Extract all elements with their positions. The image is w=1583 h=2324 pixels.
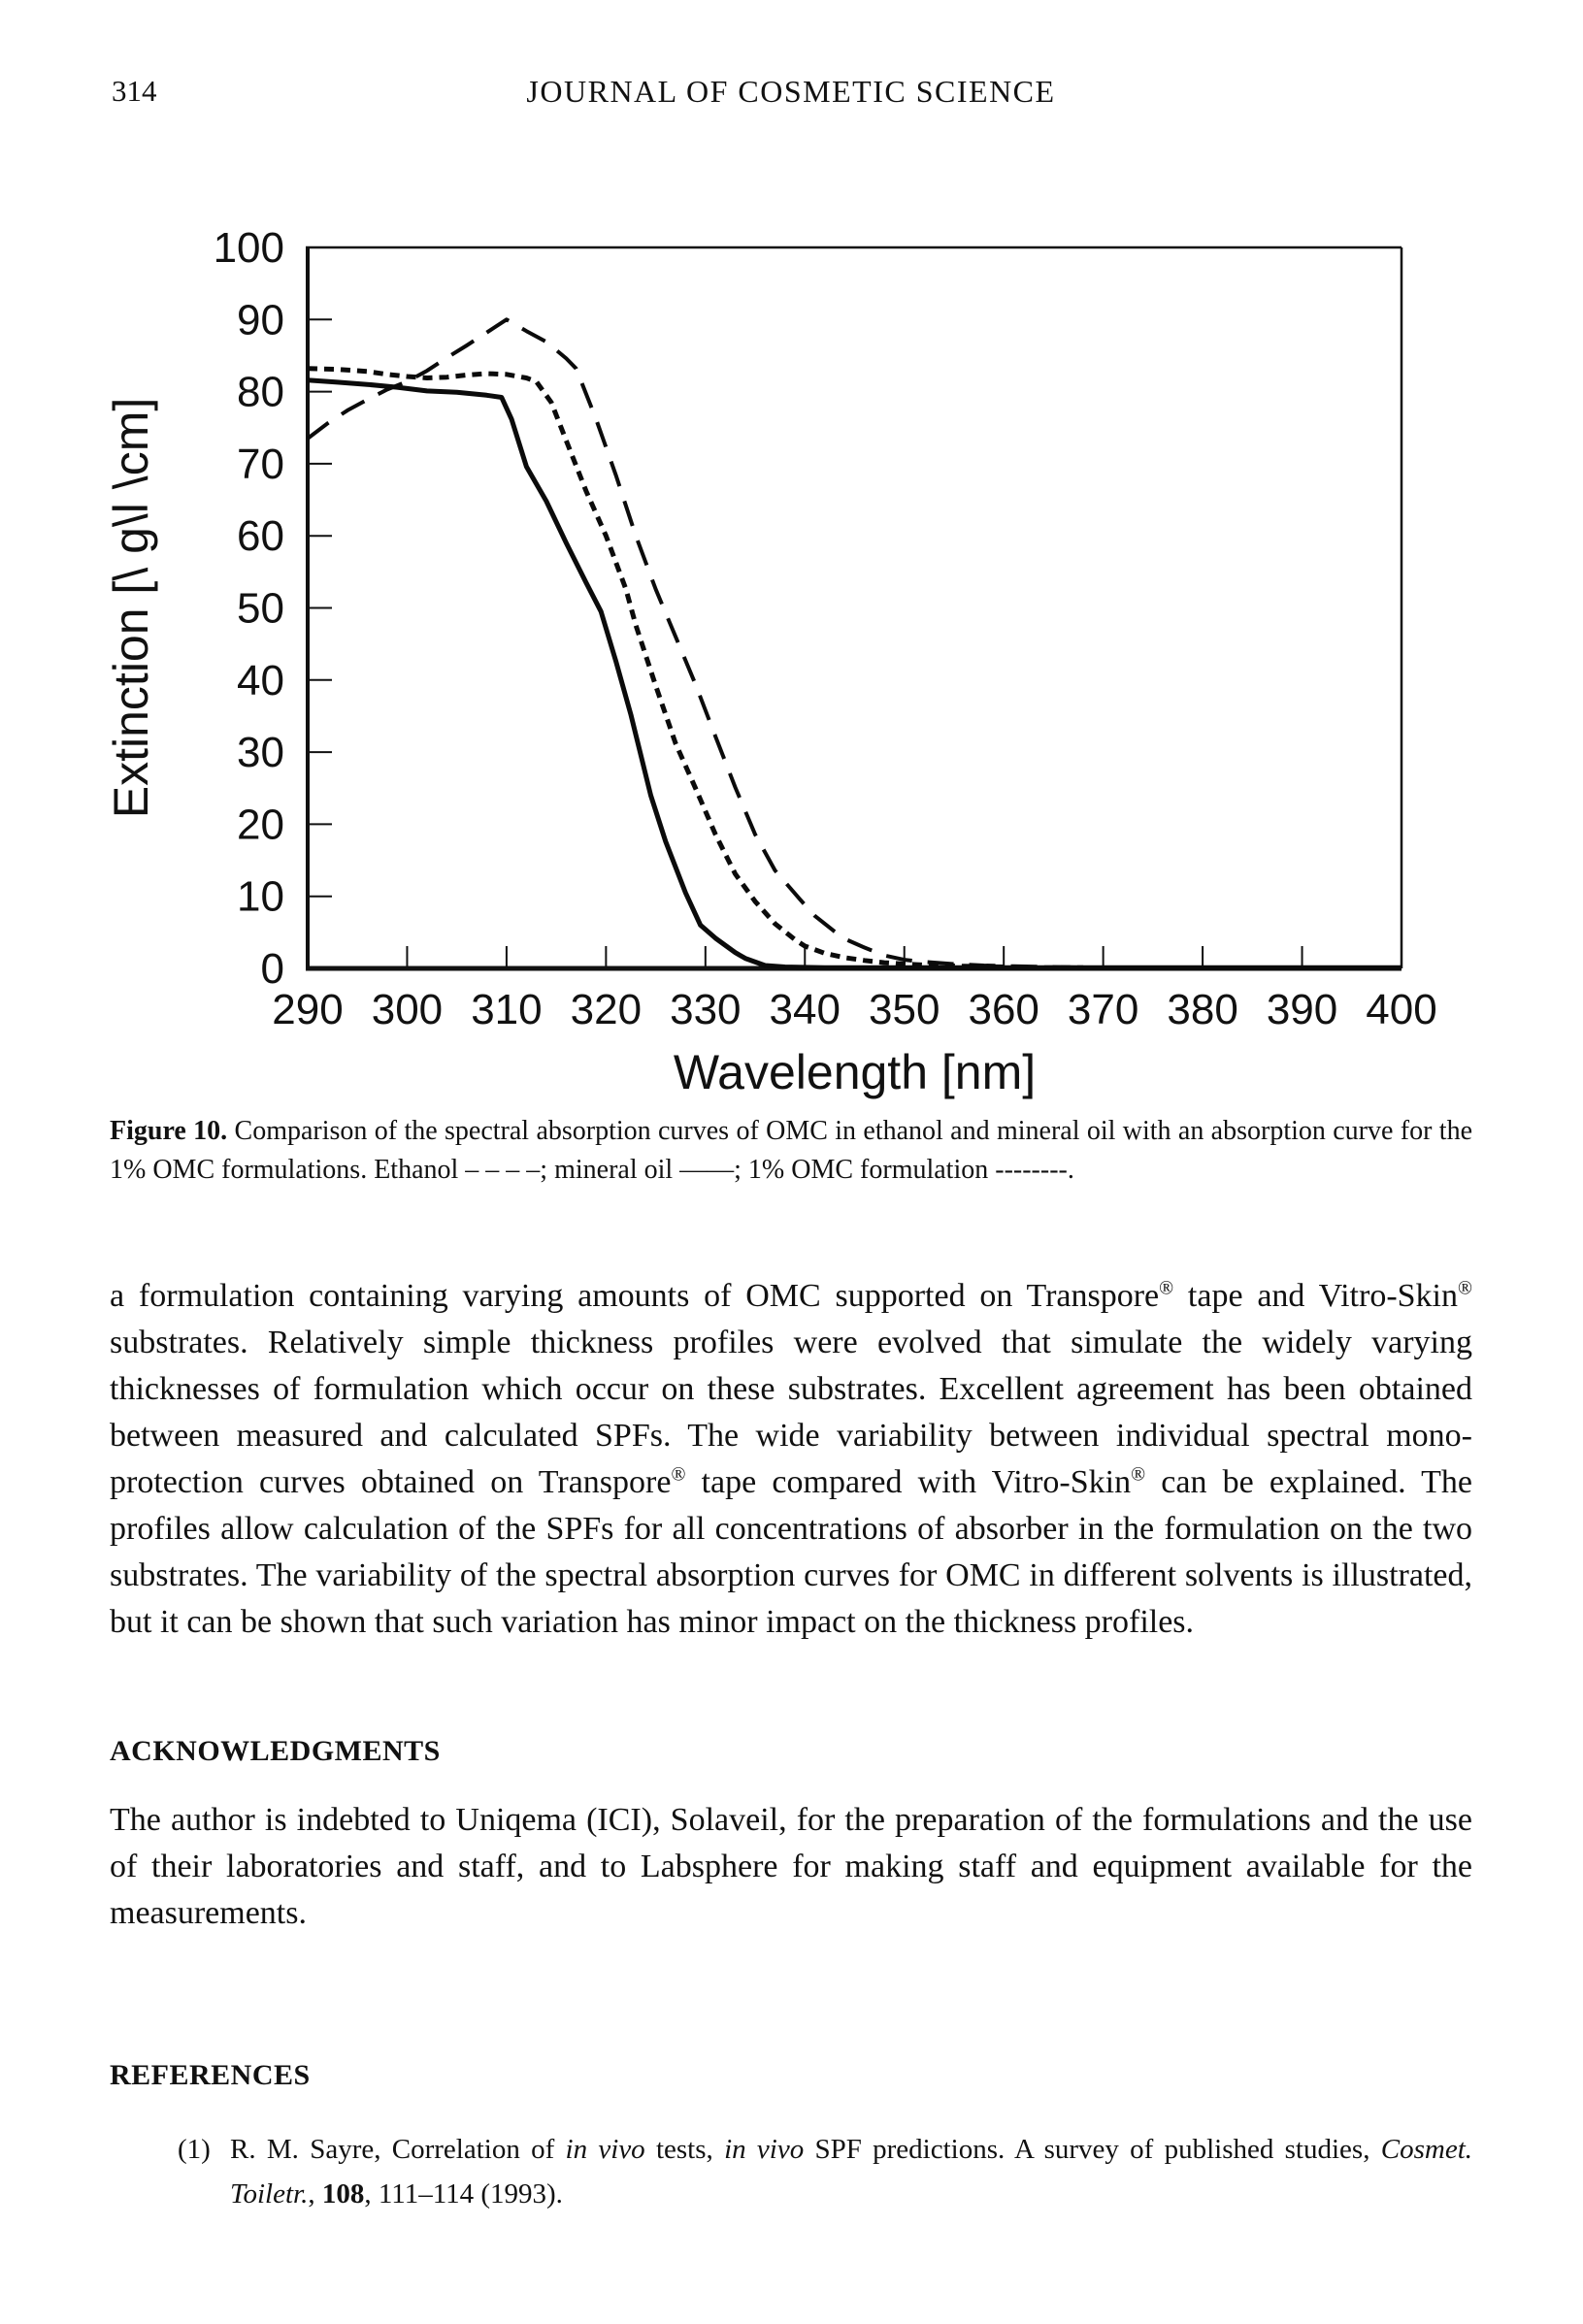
x-tick-label: 320 (570, 986, 643, 1033)
y-axis-title: Extinction [\ g\l \cm] (104, 397, 158, 819)
x-tick-label: 310 (471, 986, 543, 1033)
y-tick-label: 80 (237, 368, 284, 416)
figure-caption-label: Figure 10. (110, 1116, 228, 1146)
y-tick-label: 50 (237, 584, 284, 633)
x-tick-label: 290 (272, 986, 344, 1033)
figure-caption-text: Comparison of the spectral absorption curves of OMC in ethanol and mineral oil with an absorption curve for the 1% OMC formulations. Ethanol – – – –; mineral oil ——; 1% OMC formulation --------. (110, 1116, 1472, 1185)
y-tick-label: 100 (213, 224, 284, 272)
reference-number: (1) (178, 2134, 211, 2165)
x-tick-label: 380 (1167, 986, 1238, 1033)
body-paragraph: a formulation containing varying amounts of OMC supported on Transpore® tape and Vitro-Skin® substrates. Relatively simple thickness profiles were evolved that simulate the widely varying thicknesses of formulation which occur on these substrates. Excellent agreement has been obtained between measured and calculated SPFs. The wide variability between individual spectral mono-protection curves obtained on Transpore® tape compared with Vitro-Skin® can be explained. The profiles allow calculation of the SPFs for all concentrations of absorber in the formulation on the two substrates. The variability of the spectral absorption curves for OMC in different solvents is illustrated, but it can be shown that such variation has minor impact on the thickness profiles. (110, 1277, 1473, 1640)
x-axis-title: Wavelength [nm] (673, 1045, 1037, 1099)
acknowledgments-paragraph: The author is indebted to Uniqema (ICI), Solaveil, for the preparation of the formulations and the use of their laboratories and staff, and to Labsphere for making staff and equipment available for the measurements. (110, 1802, 1472, 1931)
x-tick-label: 390 (1266, 986, 1338, 1033)
x-tick-label: 350 (869, 986, 940, 1033)
reference-text: R. M. Sayre, Correlation of in vivo tests, in vivo SPF predictions. A survey of published studies, Cosmet. Toiletr., 108, 111–114 (1993). (230, 2134, 1472, 2209)
x-tick-label: 360 (968, 986, 1039, 1033)
y-tick-label: 70 (237, 440, 284, 488)
figure-10-chart (0, 146, 1583, 1126)
x-tick-label: 400 (1366, 986, 1437, 1033)
page-number: 314 (112, 74, 157, 108)
journal-header: JOURNAL OF COSMETIC SCIENCE (526, 74, 1056, 109)
y-tick-label: 90 (237, 296, 284, 344)
y-tick-label: 30 (237, 729, 284, 777)
y-tick-label: 10 (237, 872, 284, 921)
reference-1 (178, 2127, 1472, 2216)
y-tick-label: 0 (260, 945, 284, 993)
y-tick-label: 60 (237, 512, 284, 561)
running-head (110, 74, 1472, 116)
series-long-dash (308, 319, 1133, 967)
references-heading: REFERENCES (110, 2059, 311, 2091)
x-tick-label: 370 (1067, 986, 1139, 1033)
series-solid (308, 380, 1402, 968)
x-tick-label: 300 (371, 986, 444, 1033)
series-short-dash (308, 369, 1083, 968)
y-tick-label: 40 (237, 656, 284, 704)
x-tick-label: 330 (670, 986, 742, 1033)
spectral-absorption-chart (0, 146, 1583, 1126)
acknowledgments-heading: ACKNOWLEDGMENTS (110, 1735, 441, 1767)
x-tick-label: 340 (769, 986, 841, 1033)
y-tick-label: 20 (237, 801, 284, 849)
figure-caption (110, 1112, 1472, 1190)
